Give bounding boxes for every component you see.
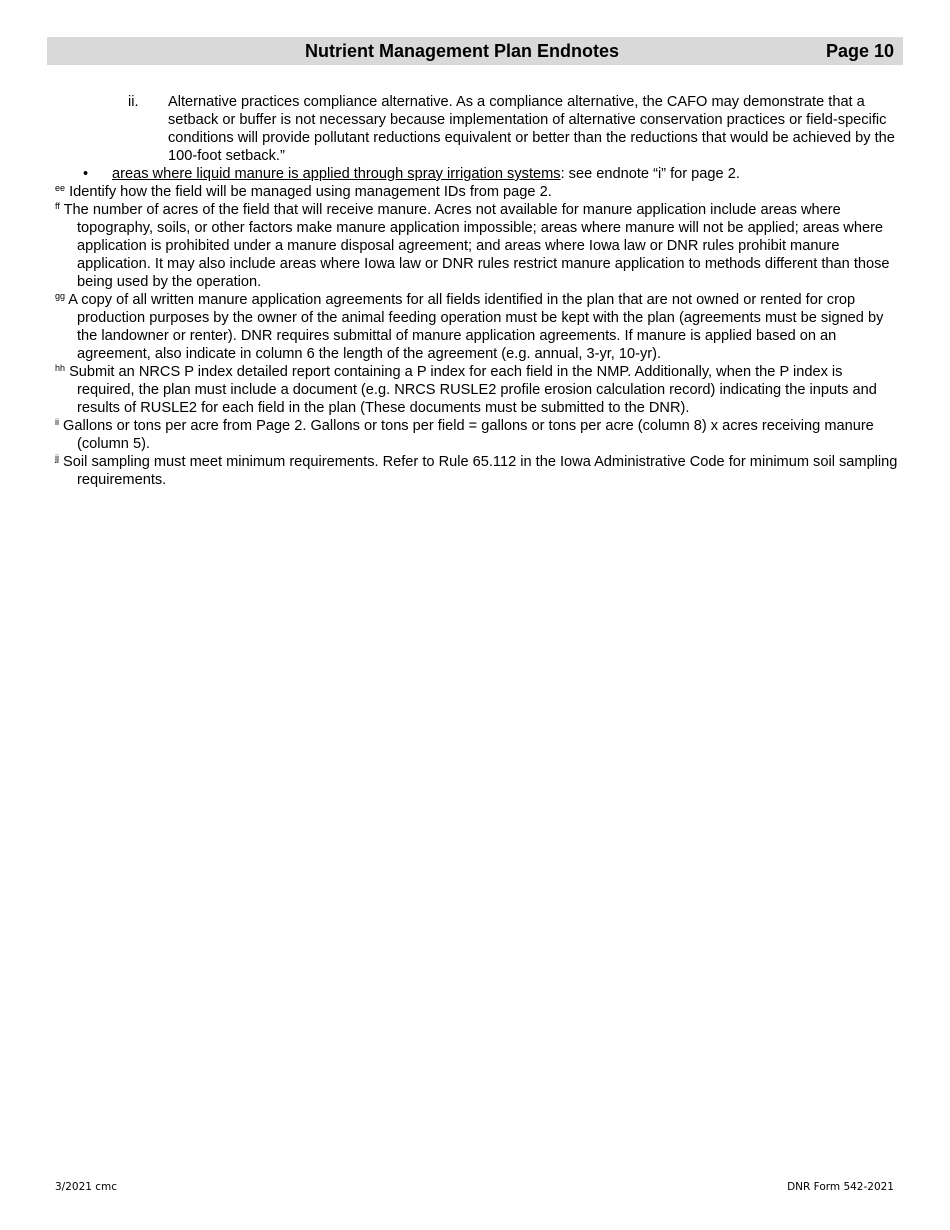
endnote-hh [55, 363, 900, 417]
endnote-gg [55, 291, 900, 363]
bullet-list-item [55, 165, 900, 183]
footer-date: 3/2021 cmc [55, 1181, 118, 1193]
page-title: Nutrient Management Plan Endnotes [304, 41, 620, 61]
endnote-text: The number of acres of the field that will receive manure. Acres not available for manure application include areas where topography, soils, or other factors make manure application impossible; areas where manure will not be applied; areas where application is prohibited under a manure disposal agreement; and areas where Iowa law or DNR rules prohibit manure application. It may also include areas where Iowa law or DNR rules restrict manure application to methods different than those being used by the operation. [59, 202, 890, 290]
bullet-rest-text: : see endnote “i” for page 2. [560, 166, 740, 182]
endnote-ee [55, 183, 900, 201]
endnote-ff [55, 201, 900, 291]
roman-item-text: Alternative practices compliance alternative. As a compliance alternative, the CAFO may demonstrate that a setback or buffer is not necessary because implementation of alternative conservation practices or field-specific conditions will provide pollutant reductions equivalent or better than the reductions that would be achieved by the 100-foot setback.” [168, 94, 895, 164]
endnote-mark: ff [55, 201, 60, 211]
endnote-mark: gg [55, 291, 66, 301]
bullet-icon: • [83, 166, 89, 182]
endnote-text: Submit an NRCS P index detailed report containing a P index for each field in the NMP. Additionally, when the P index is required, the plan must include a document (e.g. NRCS RUSLE2 profile erosion calculation record) indicating the inputs and results of RUSLE2 for each field in the plan (These documents must be submitted to the DNR). [65, 364, 877, 416]
roman-list-item [55, 93, 900, 165]
endnote-ii [55, 417, 900, 453]
endnote-mark: ee [55, 183, 66, 193]
endnotes-body [55, 93, 900, 489]
endnote-mark: ii [55, 417, 59, 427]
endnote-mark: jj [55, 453, 59, 463]
endnote-jj [55, 453, 900, 489]
footer-form-number: DNR Form 542-2021 [787, 1181, 894, 1193]
endnote-text: Identify how the field will be managed using management IDs from page 2. [65, 184, 552, 200]
page-number: Page 10 [825, 41, 894, 61]
endnote-text: Gallons or tons per acre from Page 2. Gallons or tons per field = gallons or tons per acre (column 8) x acres receiving manure (column 5). [59, 418, 874, 452]
bullet-underlined-text: areas where liquid manure is applied through spray irrigation systems [112, 166, 561, 182]
endnote-mark: hh [55, 363, 66, 373]
endnote-text: Soil sampling must meet minimum requirements. Refer to Rule 65.112 in the Iowa Administrative Code for minimum soil sampling requirements. [59, 454, 898, 488]
page-header [47, 37, 903, 65]
roman-numeral: ii. [128, 94, 139, 110]
endnote-text: A copy of all written manure application agreements for all fields identified in the plan that are not owned or rented for crop production purposes by the owner of the animal feeding operation must be kept with the plan (agreements must be signed by the landowner or renter). DNR requires submittal of manure application agreements. If manure is applied based on an agreement, also indicate in column 6 the length of the agreement (e.g. annual, 3-yr, 10-yr). [65, 292, 884, 362]
